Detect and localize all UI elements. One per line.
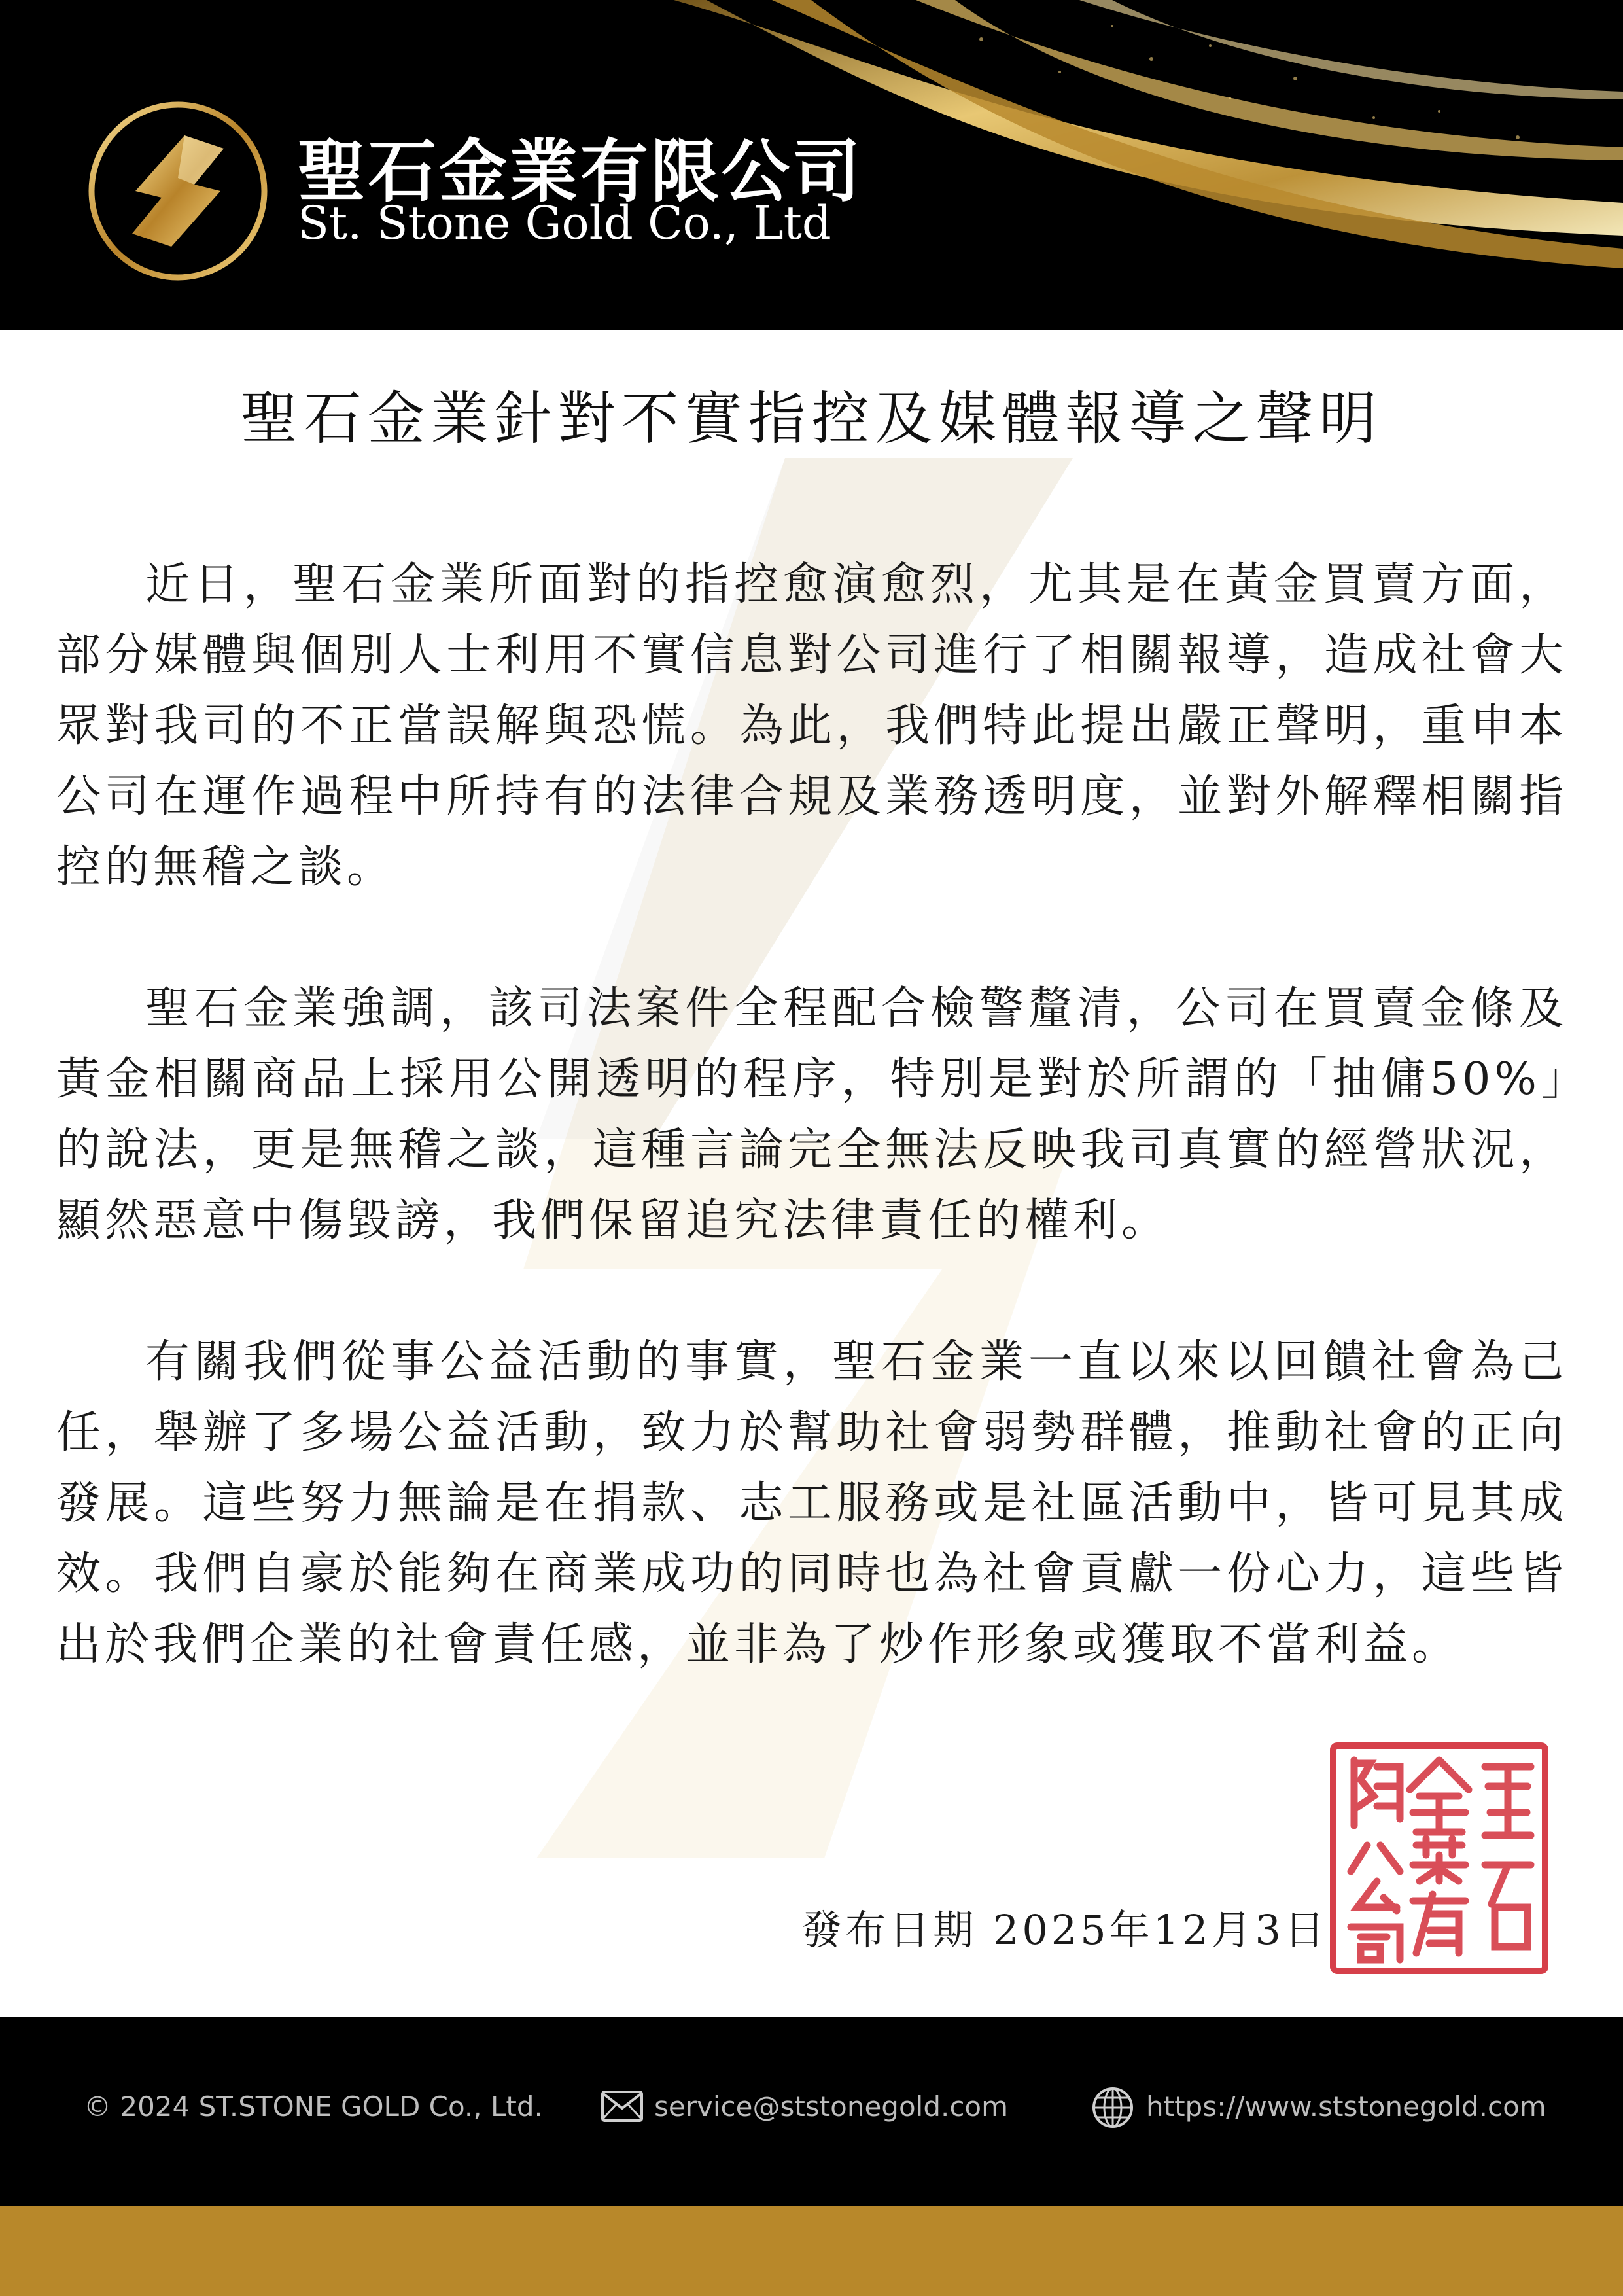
company-name-chinese: 聖石金業有限公司 (298, 131, 864, 211)
publish-date (785, 1898, 1328, 1956)
footer-email-link[interactable]: service@ststonegold.com (654, 2091, 1009, 2123)
header-banner (0, 0, 1623, 330)
paragraph: 近日，聖石金業所面對的指控愈演愈烈，尤其是在黃金買賣方面，部分媒體與個別人士利用不實信息對公司進行了相關報導，造成社會大眾對我司的不正當誤解與恐慌。為此，我們特此提出嚴正聲明，重申本公司在運作過程中所持有的法律合規及業務透明度，並對外解釋相關指控的無稽之談。 (56, 559, 1567, 893)
company-logo-icon (86, 99, 270, 283)
publish-date-value: 2025年12月3日 (992, 1906, 1328, 1954)
statement-body (56, 550, 1567, 1680)
envelope-icon (601, 2090, 644, 2123)
footer-gold-bar (0, 2206, 1623, 2296)
paragraph: 聖石金業強調，該司法案件全程配合檢警釐清，公司在買賣金條及黃金相關商品上採用公開透明的程序，特別是對於所謂的「抽傭50%」的說法，更是無稽之談，這種言論完全無法反映我司真實的經營狀況，顯然惡意中傷毀謗，我們保留追究法律責任的權利。 (56, 983, 1567, 1246)
footer (0, 2017, 1623, 2206)
footer-copyright: © 2024 ST.STONE GOLD Co., Ltd. (84, 2091, 543, 2123)
globe-icon (1091, 2086, 1134, 2129)
document-title: 聖石金業針對不實指控及媒體報導之聲明 (240, 385, 1383, 452)
footer-website-link[interactable]: https://www.ststonegold.com (1146, 2091, 1546, 2123)
paragraph: 有關我們從事公益活動的事實，聖石金業一直以來以回饋社會為己任，舉辦了多場公益活動，致力於幫助社會弱勢群體，推動社會的正向發展。這些努力無論是在捐款、志工服務或是社區活動中，皆可見其成效。我們自豪於能夠在商業成功的同時也為社會貢獻一份心力，這些皆出於我們企業的社會責任感，並非為了炒作形象或獲取不當利益。 (56, 1336, 1567, 1670)
publish-date-label: 發布日期 (801, 1906, 977, 1954)
company-name-english: St. Stone Gold Co., Ltd (298, 196, 831, 250)
company-seal-stamp (1328, 1740, 1550, 1976)
